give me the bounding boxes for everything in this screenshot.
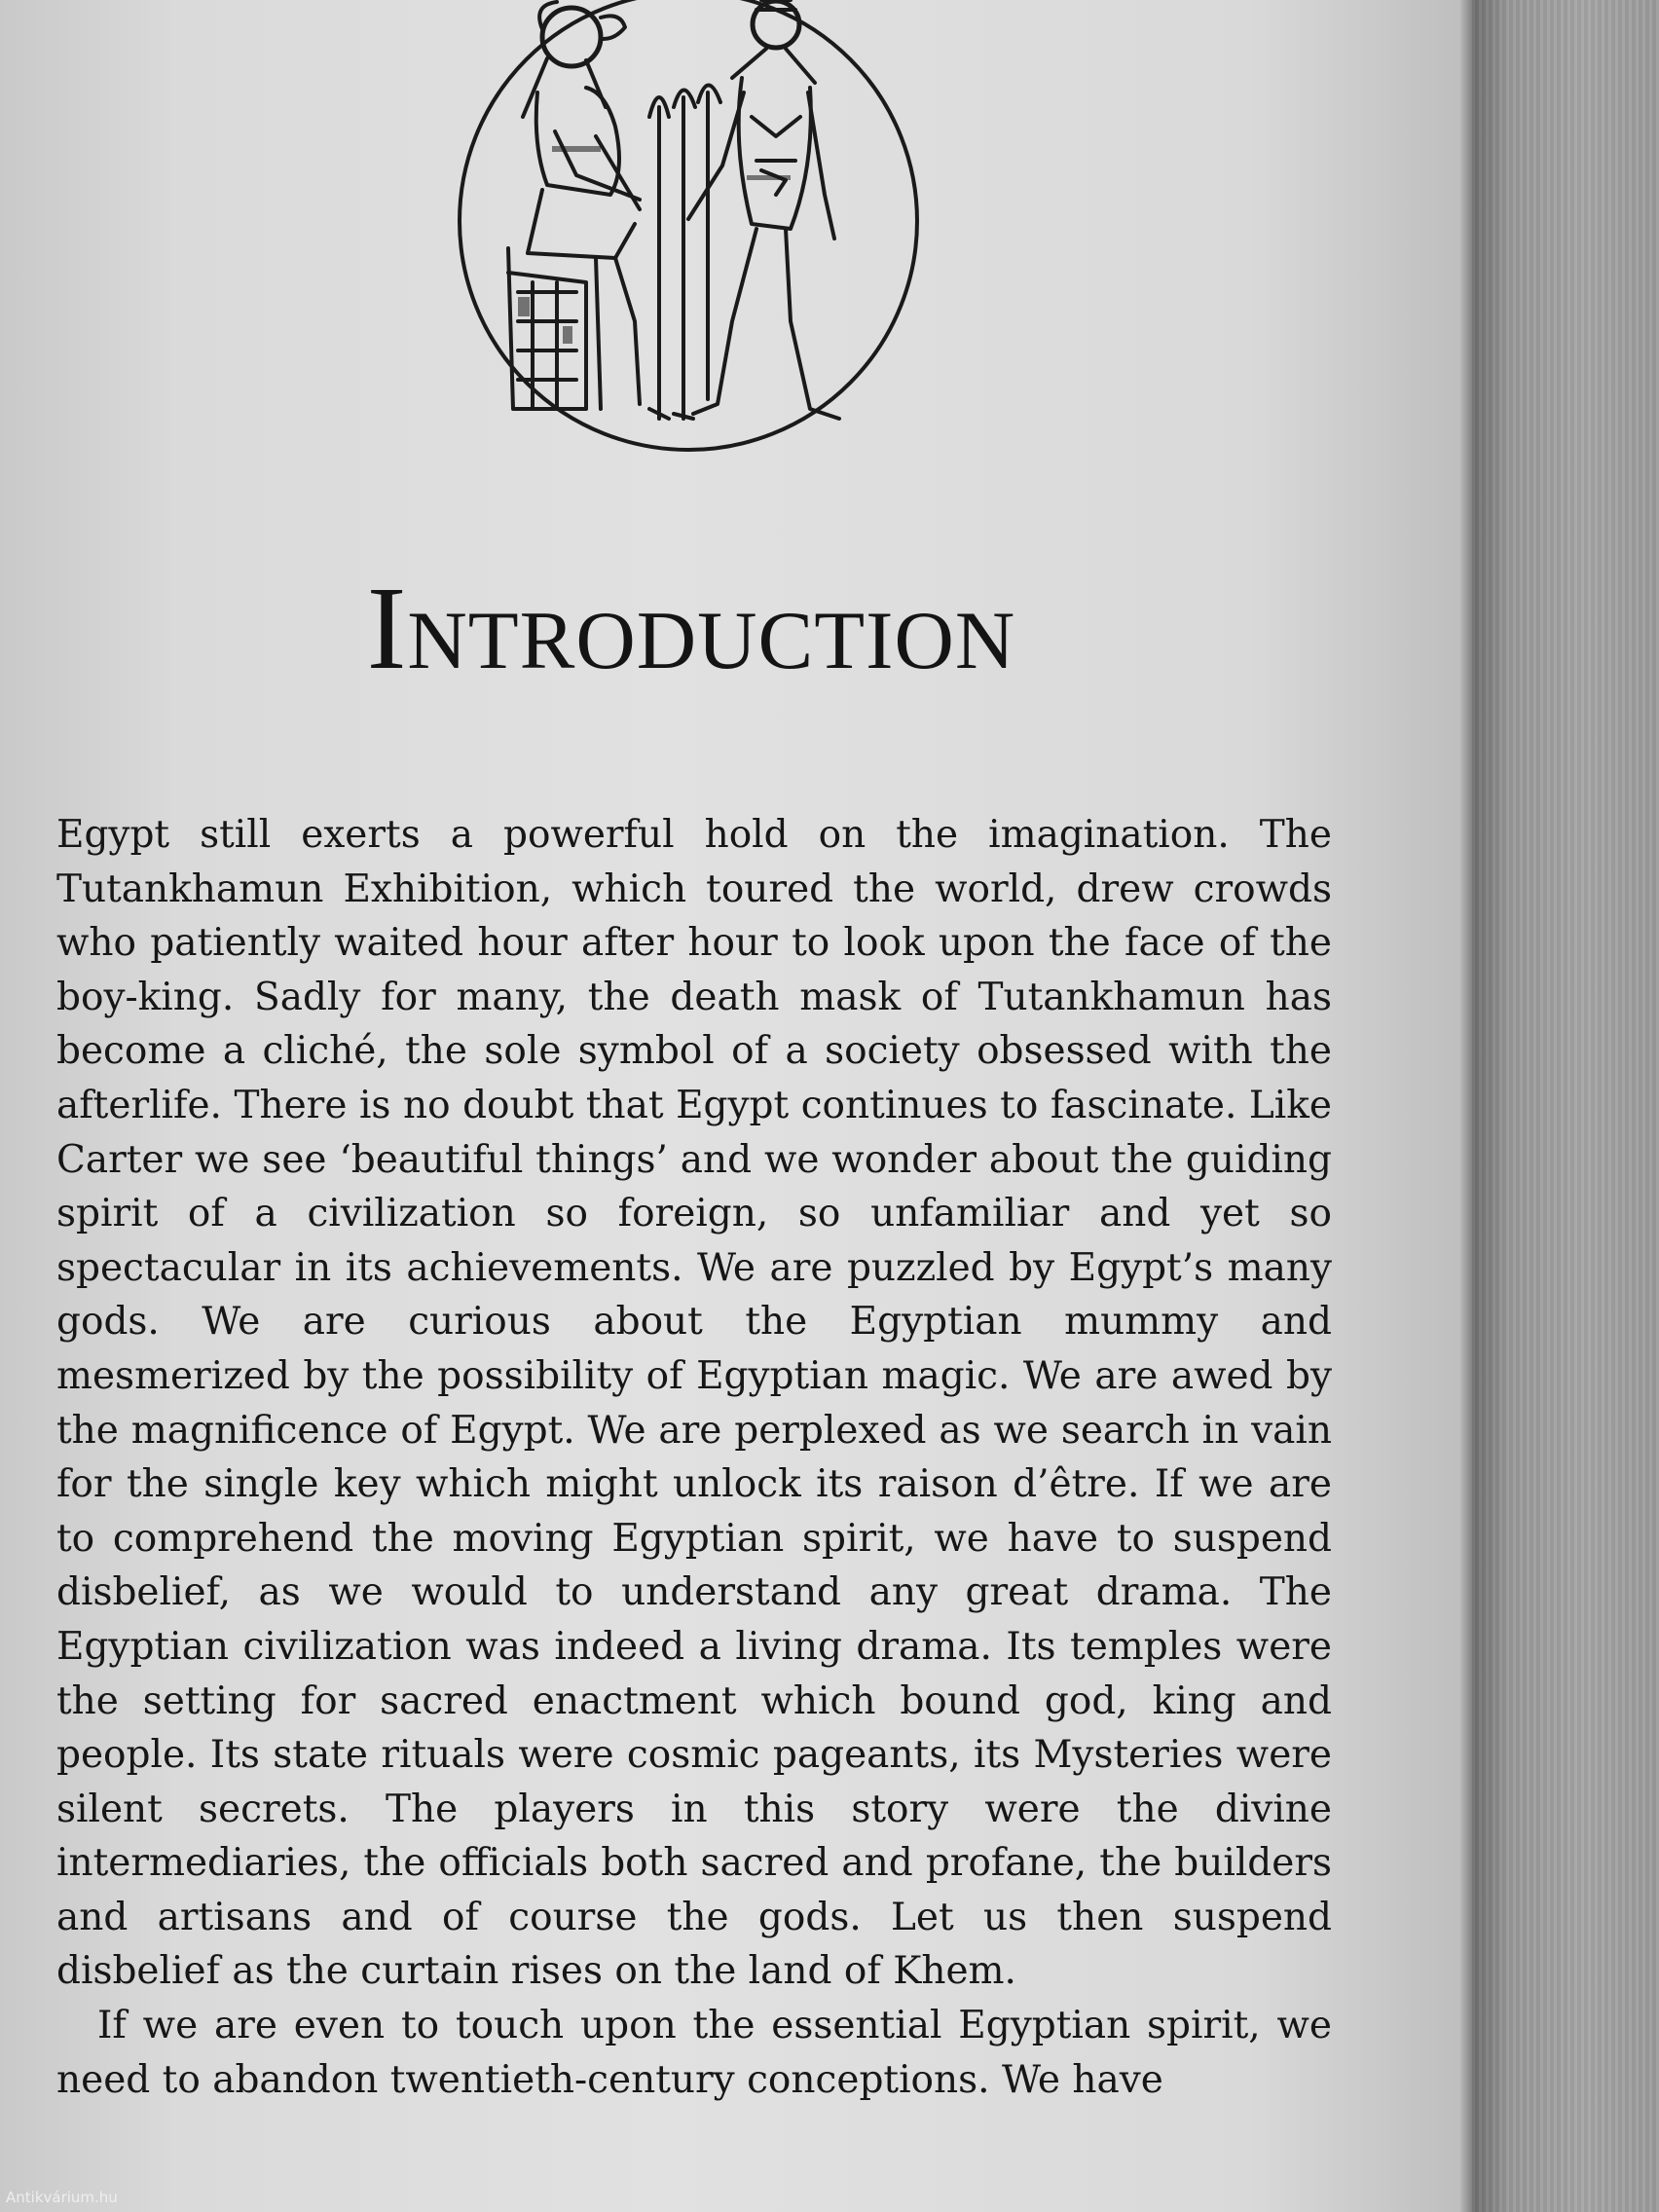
- watermark: Antikvárium.hu: [6, 2189, 118, 2206]
- book-cover-edge: [1472, 0, 1659, 2212]
- paragraph: Egypt still exerts a powerful hold on the imagination. The Tutankhamun Exhibition, which toured the world, drew crowds who patiently waited hour after hour to look upon the face of the boy-king. Sadly for many, the death mask of Tutankhamun has become a cliché, the sole symbol of a society obsessed with the afterlife. There is no doubt that Egypt continues to fascinate. Like Carter we see ‘beautiful things’ and we wonder about the guiding spirit of a civilization so foreign, so unfamiliar and yet so spectacular in its achievements. We are puzzled by Egypt’s many gods. We are curious about the Egyptian mummy and mesmerized by the possibility of Egyptian magic. We are awed by the magnificence of Egypt. We are perplexed as we search in vain for the single key which might unlock its raison d’être. If we are to comprehend the moving Egyptian spirit, we have to suspend disbelief, as we would to understand any great drama. The Egyptian civilization was indeed a living drama. Its temples were the setting for sacred enactment which bound god, king and people. Its state rituals were cosmic pageants, its Mysteries were silent secrets. The players in this story were the divine intermediaries, the officials both sacred and profane, the builders and artisans and of course the gods. Let us then suspend disbelief as the curtain rises on the land of Khem.: [56, 813, 1332, 1994]
- egyptian-emblem-illustration: [440, 0, 937, 467]
- paragraph: If we are even to touch upon the essential Egyptian spirit, we need to abandon twentieth-century conceptions. We have: [56, 2004, 1332, 2102]
- chapter-title: Introduction: [366, 563, 1016, 694]
- body-text: [56, 808, 1332, 2107]
